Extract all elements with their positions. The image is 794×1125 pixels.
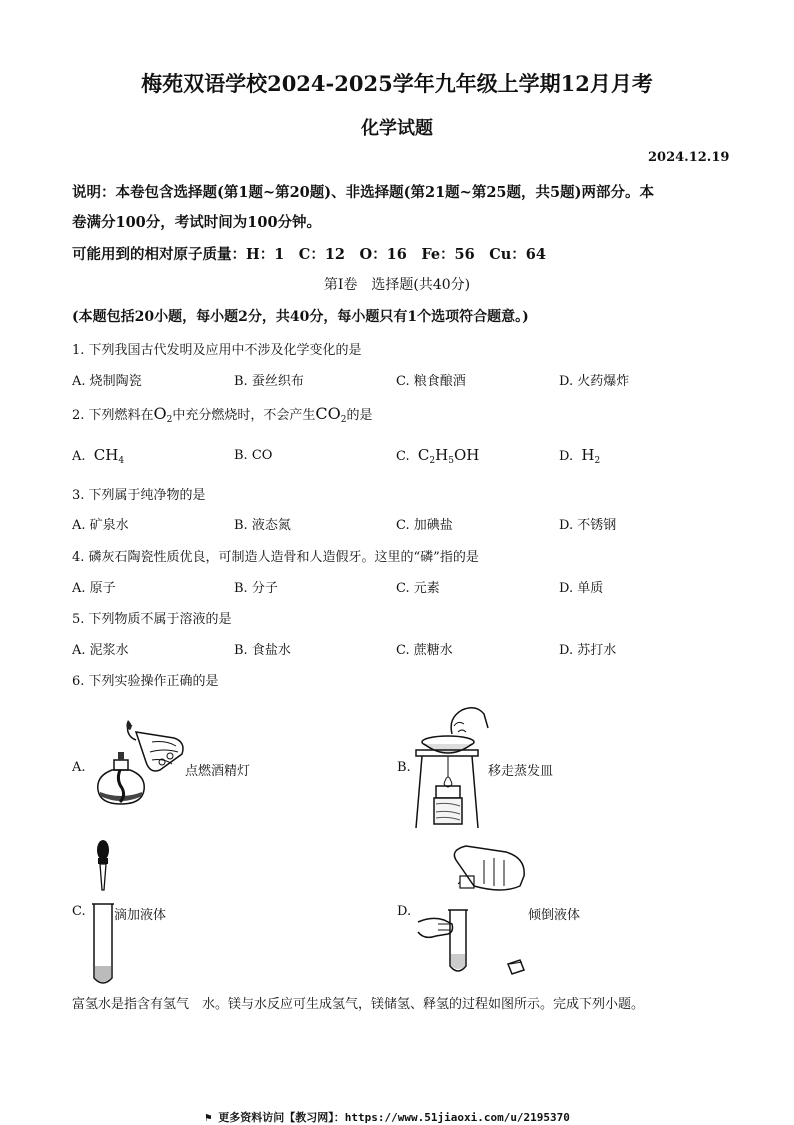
question-1-stem: 1. 下列我国古代发明及应用中不涉及化学变化的是 <box>72 343 362 358</box>
q1-option-d: D. 火药爆炸 <box>559 374 630 389</box>
instructions-line-1: 说明：本卷包含选择题(第1题~第20题)、非选择题(第21题~第25题，共5题)两部分。本 <box>72 184 654 201</box>
question-3-stem: 3. 下列属于纯净物的是 <box>72 488 206 503</box>
q2-o2: $O_2$ <box>153 404 173 425</box>
q2-stem-pre: 2. 下列燃料在 <box>72 408 154 423</box>
q1-option-c: C. 粮食酿酒 <box>396 374 466 389</box>
question-6-stem: 6. 下列实验操作正确的是 <box>72 674 219 689</box>
footer <box>205 1109 570 1125</box>
alcohol-lamp-lighting-figure <box>90 718 190 818</box>
q3-option-d: D. 不锈钢 <box>559 518 617 533</box>
q6-figure-b-caption: 移走蒸发皿 <box>488 764 554 779</box>
question-4-stem: 4. 磷灰石陶瓷性质优良，可制造人造骨和人造假牙。这里的“磷”指的是 <box>72 550 479 565</box>
q2-option-c: C. $C_2H_5OH$ <box>396 446 480 466</box>
q4-option-b: B. 分子 <box>234 581 278 596</box>
q4-option-c: C. 元素 <box>396 581 440 596</box>
q1-option-b: B. 蚕丝织布 <box>234 374 304 389</box>
q6-option-c-letter: C. <box>72 904 86 919</box>
q3-option-a: A. 矿泉水 <box>72 518 129 533</box>
q6-figure-d-caption: 倾倒液体 <box>528 908 581 923</box>
q6-figure-c-caption: 滴加液体 <box>114 908 167 923</box>
atomic-mass-line: 可能用到的相对原子质量：H：1 C：12 O：16 Fe：56 Cu：64 <box>72 246 546 263</box>
section-note: (本题包括20小题，每小题2分，共40分，每小题只有1个选项符合题意。) <box>72 309 529 325</box>
section-title: 第Ⅰ卷 选择题(共40分) <box>323 277 471 293</box>
question-5-stem: 5. 下列物质不属于溶液的是 <box>72 612 232 627</box>
q5-option-a: A. 泥浆水 <box>72 643 129 658</box>
exam-title: 梅苑双语学校2024-2025学年九年级上学期12月月考 <box>141 71 653 96</box>
q2-option-b: B. CO <box>234 448 273 463</box>
q2-co2: $CO_2$ <box>315 404 347 425</box>
footer-link[interactable]: 更多资料访问【教习网】：https://www.51jiaoxi.com/u/2195370 <box>218 1111 570 1124</box>
q4-option-a: A. 原子 <box>72 581 116 596</box>
q4-option-d: D. 单质 <box>559 581 604 596</box>
q5-option-d: D. 苏打水 <box>559 643 617 658</box>
q2-stem-mid: 中充分燃烧时，不会产生 <box>172 408 316 423</box>
exam-subtitle: 化学试题 <box>361 118 433 139</box>
evaporating-dish-figure <box>412 704 492 830</box>
q6-option-a-letter: A. <box>72 760 86 775</box>
q5-option-b: B. 食盐水 <box>234 643 291 658</box>
q3-option-c: C. 加碘盐 <box>396 518 453 533</box>
pouring-liquid-figure <box>414 836 534 980</box>
question-2-stem <box>72 404 373 425</box>
q3-option-b: B. 液态氮 <box>234 518 291 533</box>
exam-date: 2024.12.19 <box>648 150 730 165</box>
q2-stem-post: 的是 <box>346 408 373 423</box>
flag-icon: ⚑ <box>205 1111 219 1124</box>
q6-option-b-letter: B. <box>397 760 411 775</box>
q2-option-d: D. $H_2$ <box>559 446 601 466</box>
passage-text: 富氢水是指含有氢气 水。镁与水反应可生成氢气，镁储氢、释氢的过程如图所示。完成下列小题。 <box>72 997 645 1012</box>
q6-option-d-letter: D. <box>397 904 412 919</box>
instructions-line-2: 卷满分100分，考试时间为100分钟。 <box>72 214 322 231</box>
q1-option-a: A. 烧制陶瓷 <box>72 374 142 389</box>
q5-option-c: C. 蔗糖水 <box>396 643 453 658</box>
q2-option-a: A. $CH_4$ <box>72 446 125 466</box>
q6-figure-a-caption: 点燃酒精灯 <box>185 764 251 779</box>
